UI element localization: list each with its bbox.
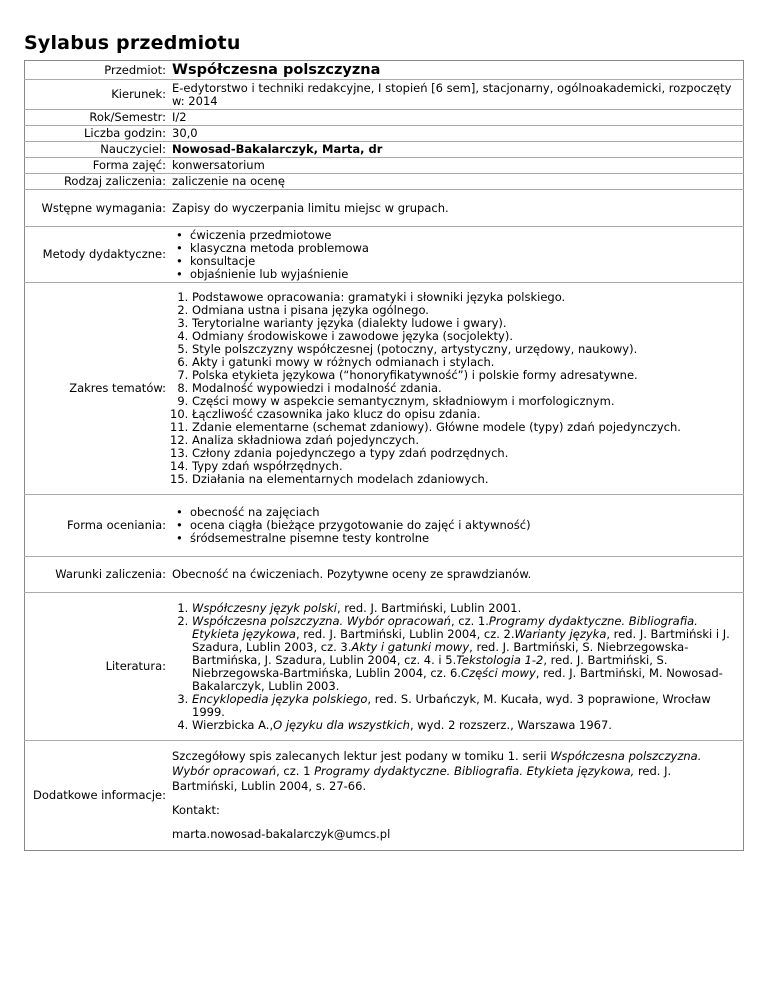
list-item: 1. Podstawowe opracowania: gramatyki i słowniki języka polskiego. xyxy=(192,291,740,304)
dodatkowe-value xyxy=(169,741,744,851)
lit-details: , red. J. Bartmiński i J. Szadura, Lublin 2003, cz. 3. xyxy=(192,626,730,654)
page-title: Sylabus przedmiotu xyxy=(24,32,241,54)
forma-value: konwersatorium xyxy=(169,158,744,174)
list-item: 3. Terytorialne warianty języka (dialekty ludowe i gwary). xyxy=(192,317,740,330)
lit-details: , red. J. Bartmiński, Lublin 2001. xyxy=(336,600,522,615)
lit-title: O języku dla wszystkich xyxy=(273,717,410,732)
metody-label: Metody dydaktyczne: xyxy=(25,227,170,283)
list-item: 5. Style polszczyzny współczesnej (potoczny, artystyczny, urzędowy, naukowy). xyxy=(192,343,740,356)
nauczyciel-value: Nowosad-Bakalarczyk, Marta, dr xyxy=(169,142,744,158)
lit-details: , wyd. 2 rozszerz., Warszawa 1967. xyxy=(409,717,612,732)
ocenianie-value xyxy=(169,495,744,557)
list-item: 4. Odmiany środowiskowe i zawodowe języka (socjolekty). xyxy=(192,330,740,343)
metody-list xyxy=(172,229,740,281)
list-item: • objaśnienie lub wyjaśnienie xyxy=(190,268,740,281)
rok-value: I/2 xyxy=(169,110,744,126)
list-item: • klasyczna metoda problemowa xyxy=(190,242,740,255)
contact-label: Kontakt: xyxy=(172,803,220,817)
list-item: • śródsemestralne pisemne testy kontrolne xyxy=(190,532,740,545)
kierunek-label: Kierunek: xyxy=(25,80,170,110)
list-item: 12. Analiza składniowa zdań pojedynczych. xyxy=(192,434,740,447)
warunki-value: Obecność na ćwiczeniach. Pozytywne oceny ze sprawdzianów. xyxy=(169,557,744,593)
list-item xyxy=(192,693,740,719)
list-item: 2. Odmiana ustna i pisana języka ogólnego. xyxy=(192,304,740,317)
list-item: • ocena ciągła (bieżące przygotowanie do zajęć i aktywność) xyxy=(190,519,740,532)
list-item: • konsultacje xyxy=(190,255,740,268)
przedmiot-value: Współczesna polszczyzna xyxy=(172,61,381,78)
list-item: 7. Polska etykieta językowa (“honoryfikatywność”) i polskie formy adresatywne. xyxy=(192,369,740,382)
list-item: 10. Łączliwość czasownika jako klucz do opisu zdania. xyxy=(192,408,740,421)
kierunek-value: E-edytorstwo i techniki redakcyjne, I stopień [6 sem], stacjonarny, ogólnoakademicki, rozpoczęty w: 2014 xyxy=(169,80,744,110)
literatura-label: Literatura: xyxy=(25,593,170,741)
dodatkowe-text: red. J. Bartmiński, Lublin 2004, s. 27-66. xyxy=(172,764,672,793)
godziny-value: 30,0 xyxy=(169,126,744,142)
dodatkowe-series-title: Współczesna polszczyzna. Wybór opracowań xyxy=(172,749,702,778)
list-item: • obecność na zajęciach xyxy=(190,506,740,519)
lit-title: Akty i gatunki mowy xyxy=(351,639,470,654)
syllabus-table xyxy=(24,60,744,851)
list-item: 14. Typy zdań współrzędnych. xyxy=(192,460,740,473)
lit-title: Współczesny język polski xyxy=(192,600,337,615)
literatura-value xyxy=(169,593,744,741)
list-item xyxy=(192,615,740,693)
literatura-list xyxy=(172,602,740,732)
rodzaj-value: zaliczenie na ocenę xyxy=(169,174,744,190)
list-item: 6. Akty i gatunki mowy w różnych odmianach i stylach. xyxy=(192,356,740,369)
lit-title: Programy dydaktyczne. Bibliografia. Etykieta językowa xyxy=(192,613,698,641)
lit-title: Warianty języka xyxy=(514,626,607,641)
list-item: 8. Modalność wypowiedzi i modalność zdania. xyxy=(192,382,740,395)
lit-details: , red. J. Bartmiński, Lublin 2004, cz. 2. xyxy=(295,626,515,641)
godziny-label: Liczba godzin: xyxy=(25,126,170,142)
zakres-list xyxy=(172,291,740,486)
rok-label: Rok/Semestr: xyxy=(25,110,170,126)
zakres-value xyxy=(169,283,744,495)
lit-author: Wierzbicka A., xyxy=(192,717,274,732)
lit-details: , red. J. Bartmiński, M. Nowosad-Bakalarczyk, Lublin 2003. xyxy=(192,665,723,693)
metody-value xyxy=(169,227,744,283)
list-item xyxy=(192,719,740,732)
przedmiot-label: Przedmiot: xyxy=(104,62,166,77)
contact-email: marta.nowosad-bakalarczyk@umcs.pl xyxy=(172,827,391,841)
list-item: 11. Zdanie elementarne (schemat zdaniowy). Główne modele (typy) zdań pojedynczych. xyxy=(192,421,740,434)
lit-details: , red. S. Urbańczyk, M. Kucała, wyd. 3 poprawione, Wrocław 1999. xyxy=(192,691,711,719)
zakres-label: Zakres tematów: xyxy=(25,283,170,495)
dodatkowe-text: Szczegółowy spis zalecanych lektur jest podany w tomiku 1. serii xyxy=(172,749,551,763)
dodatkowe-label: Dodatkowe informacje: xyxy=(25,741,170,851)
ocenianie-label: Forma oceniania: xyxy=(25,495,170,557)
dodatkowe-paragraph xyxy=(172,749,740,794)
lit-details: , red. J. Bartmiński, S. Niebrzegowska-Bartmińska, Lublin 2004, cz. 6. xyxy=(192,652,668,680)
lit-details: , cz. 1. xyxy=(450,613,489,628)
rodzaj-label: Rodzaj zaliczenia: xyxy=(25,174,170,190)
wymagania-label: Wstępne wymagania: xyxy=(25,190,170,227)
list-item: 9. Części mowy w aspekcie semantycznym, składniowym i morfologicznym. xyxy=(192,395,740,408)
dodatkowe-volume-title: Programy dydaktyczne. Bibliografia. Etykieta językowa, xyxy=(314,764,635,778)
list-item: 15. Działania na elementarnych modelach zdaniowych. xyxy=(192,473,740,486)
dodatkowe-text: , cz. 1 xyxy=(276,764,315,778)
warunki-label: Warunki zaliczenia: xyxy=(25,557,170,593)
lit-title: Tekstologia 1-2 xyxy=(456,652,544,667)
lit-details: , red. J. Bartmiński, S. Niebrzegowska-Bartmińska, J. Szadura, Lublin 2004, cz. 4. i 5. xyxy=(192,639,689,667)
lit-title: Części mowy xyxy=(461,665,536,680)
list-item: • ćwiczenia przedmiotowe xyxy=(190,229,740,242)
list-item: 13. Człony zdania pojedynczego a typy zdań podrzędnych. xyxy=(192,447,740,460)
wymagania-value: Zapisy do wyczerpania limitu miejsc w grupach. xyxy=(169,190,744,227)
forma-label: Forma zajęć: xyxy=(25,158,170,174)
ocenianie-list xyxy=(172,506,740,545)
lit-title: Współczesna polszczyzna. Wybór opracowań xyxy=(192,613,451,628)
nauczyciel-label: Nauczyciel: xyxy=(25,142,170,158)
lit-title: Encyklopedia języka polskiego xyxy=(192,691,368,706)
